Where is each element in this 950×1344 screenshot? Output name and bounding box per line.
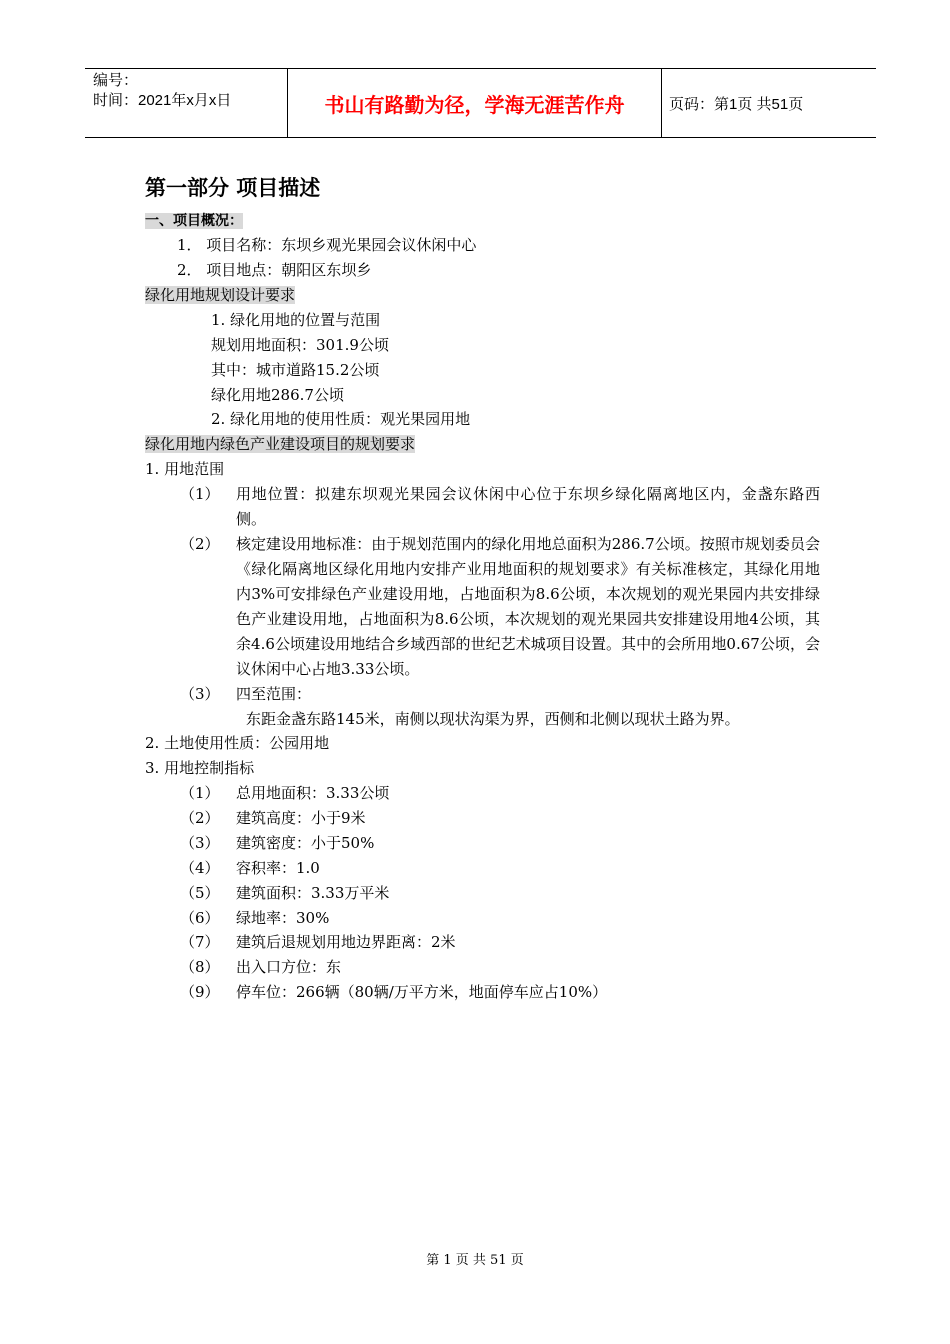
- scope-heading: 1. 用地范围: [145, 460, 225, 478]
- header-meta: [93, 71, 231, 111]
- control-num: （5）: [180, 884, 220, 902]
- land-use: 2. 土地使用性质：公园用地: [145, 734, 330, 752]
- page-header: [85, 68, 876, 138]
- green-item: 规划用地面积：301.9公顷: [211, 336, 389, 354]
- scope-2-num: （2）: [180, 535, 220, 553]
- control-text: 停车位：266辆（80辆/万平方米，地面停车应占10%）: [236, 983, 608, 1001]
- date-label: 时间：2021年x月x日: [93, 92, 232, 109]
- green-item: 绿化用地286.7公顷: [211, 386, 344, 404]
- scope-2-text: 核定建设用地标准：由于规划范围内的绿化用地总面积为286.7公顷。按照市规划委员会《绿化隔离地区绿化用地内安排产业用地面积的规划要求》有关标准核定，其绿化用地内3%可安排绿色产业建设用地，占地面积为8.6公顷，本次规划的观光果园内共安排绿色产业建设用地，占地面积为8.6公顷，本次规划的观光果园共安排建设用地4公顷，其余4.6公顷建设用地结合乡域西部的世纪艺术城项目设置。其中的会所用地0.67公顷，会议休闲中心占地3.33公顷。: [236, 535, 820, 678]
- scope-1-num: （1）: [180, 485, 220, 503]
- header-page-label: 页码：第1页 共51页: [669, 95, 804, 113]
- control-num: （2）: [180, 809, 220, 827]
- control-num: （1）: [180, 784, 220, 802]
- control-text: 建筑高度：小于9米: [236, 809, 366, 827]
- page-title: 第一部分 项目描述: [145, 176, 321, 200]
- number-label: 编号：: [93, 72, 139, 89]
- control-heading: 3. 用地控制指标: [145, 759, 255, 777]
- green-heading: 绿化用地规划设计要求: [145, 286, 296, 304]
- page-footer: 第 1 页 共 51 页: [426, 1253, 524, 1268]
- scope-3-detail: 东距金盏东路145米，南侧以现状沟渠为界，西侧和北侧以现状土路为界。: [246, 710, 740, 728]
- control-text: 建筑后退规划用地边界距离：2米: [236, 933, 456, 951]
- control-num: （4）: [180, 859, 220, 877]
- control-num: （9）: [180, 983, 220, 1001]
- control-text: 出入口方位：东: [236, 958, 342, 976]
- control-text: 总用地面积：3.33公顷: [236, 784, 390, 802]
- control-text: 绿地率：30%: [236, 909, 330, 927]
- control-num: （8）: [180, 958, 220, 976]
- control-num: （6）: [180, 909, 220, 927]
- control-text: 容积率：1.0: [236, 859, 320, 877]
- header-slogan: 书山有路勤为径，学海无涯苦作舟: [287, 69, 662, 137]
- scope-3-text: 四至范围：: [236, 685, 312, 703]
- overview-heading: 一、项目概况：: [145, 213, 243, 229]
- green-item: 1. 绿化用地的位置与范围: [211, 311, 381, 329]
- green-item: 其中：城市道路15.2公顷: [211, 361, 380, 379]
- industry-heading: 绿化用地内绿色产业建设项目的规划要求: [145, 435, 416, 453]
- scope-3-num: （3）: [180, 685, 220, 703]
- scope-1-text: 用地位置：拟建东坝观光果园会议休闲中心位于东坝乡绿化隔离地区内，金盏东路西侧。: [236, 485, 820, 528]
- overview-item: 2． 项目地点：朝阳区东坝乡: [177, 261, 372, 279]
- overview-item: 1． 项目名称：东坝乡观光果园会议休闲中心: [177, 236, 477, 254]
- control-text: 建筑密度：小于50%: [236, 834, 375, 852]
- control-text: 建筑面积：3.33万平米: [236, 884, 390, 902]
- green-item: 2. 绿化用地的使用性质：观光果园用地: [211, 410, 471, 428]
- control-num: （7）: [180, 933, 220, 951]
- control-num: （3）: [180, 834, 220, 852]
